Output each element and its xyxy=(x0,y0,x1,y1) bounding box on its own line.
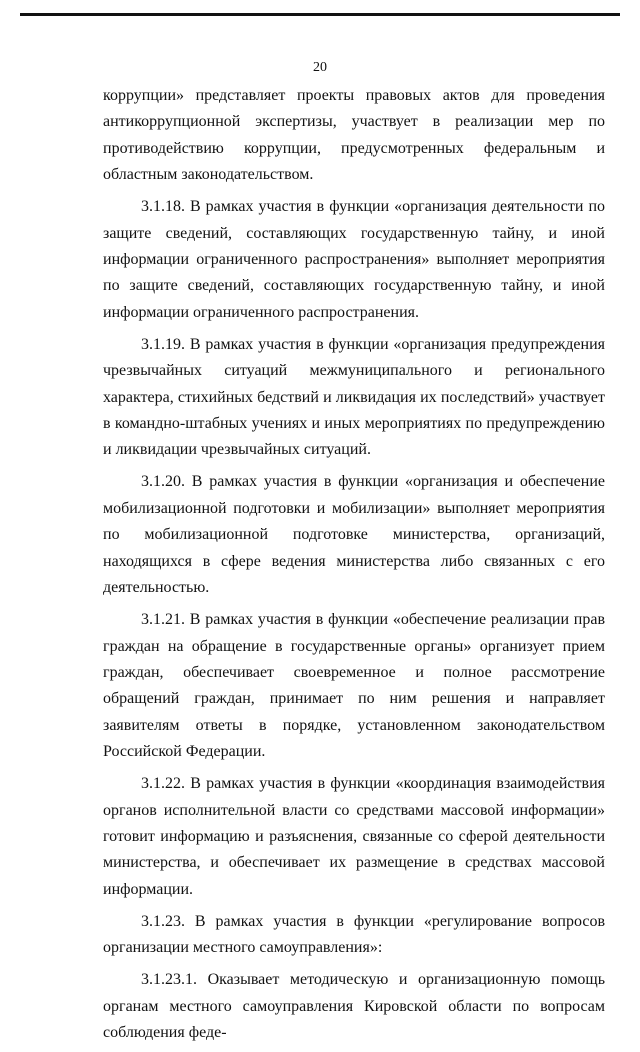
top-rule xyxy=(20,13,620,16)
document-body xyxy=(103,83,605,1052)
paragraph: 3.1.20. В рамках участия в функции «организация и обеспечение мобилизационной подготовки и мобилизации» выполняет мероприятия по мобилизационной подготовке министерства, организаций, находящихся в сфере ведения министерства либо связанных с его деятельностью. xyxy=(103,473,605,597)
paragraph: 3.1.19. В рамках участия в функции «организация предупреждения чрезвычайных ситуаций межмуниципального и регионального характера, стихийных бедствий и ликвидация их последствий» участвует в командно-штабных учениях и иных мероприятиях по предупреждению и ликвидации чрезвычайных ситуаций. xyxy=(103,335,605,459)
paragraph: коррупции» представляет проекты правовых актов для проведения антикоррупционной экспертизы, участвует в реализации мер по противодействию коррупции, предусмотренных федеральным и областным законодательством. xyxy=(103,87,605,184)
paragraph: 3.1.18. В рамках участия в функции «организация деятельности по защите сведений, составляющих государственную тайну, и иной информации ограниченного распространения» выполняет мероприятия по защите сведений, составляющих государственную тайну, и иной информации ограниченного распространения. xyxy=(103,198,605,321)
paragraph: 3.1.23.1. Оказывает методическую и организационную помощь органам местного самоуправления Кировской области по вопросам соблюдения феде- xyxy=(103,971,605,1041)
paragraph: 3.1.22. В рамках участия в функции «координация взаимодействия органов исполнительной власти со средствами массовой информации» готовит информацию и разъяснения, связанные со сферой деятельности министерства, и обеспечивает их размещение в средствах массовой информации. xyxy=(103,775,605,898)
page-number: 20 xyxy=(313,60,327,75)
paragraph: 3.1.21. В рамках участия в функции «обеспечение реализации прав граждан на обращение в государственные органы» организует прием граждан, обеспечивает своевременное и полное рассмотрение обращений граждан, принимает по ним решения и направляет заявителям ответы в порядке, установленном законодательством Российской Федерации. xyxy=(103,611,605,761)
paragraph: 3.1.23. В рамках участия в функции «регулирование вопросов организации местного самоуправления»: xyxy=(103,912,605,957)
